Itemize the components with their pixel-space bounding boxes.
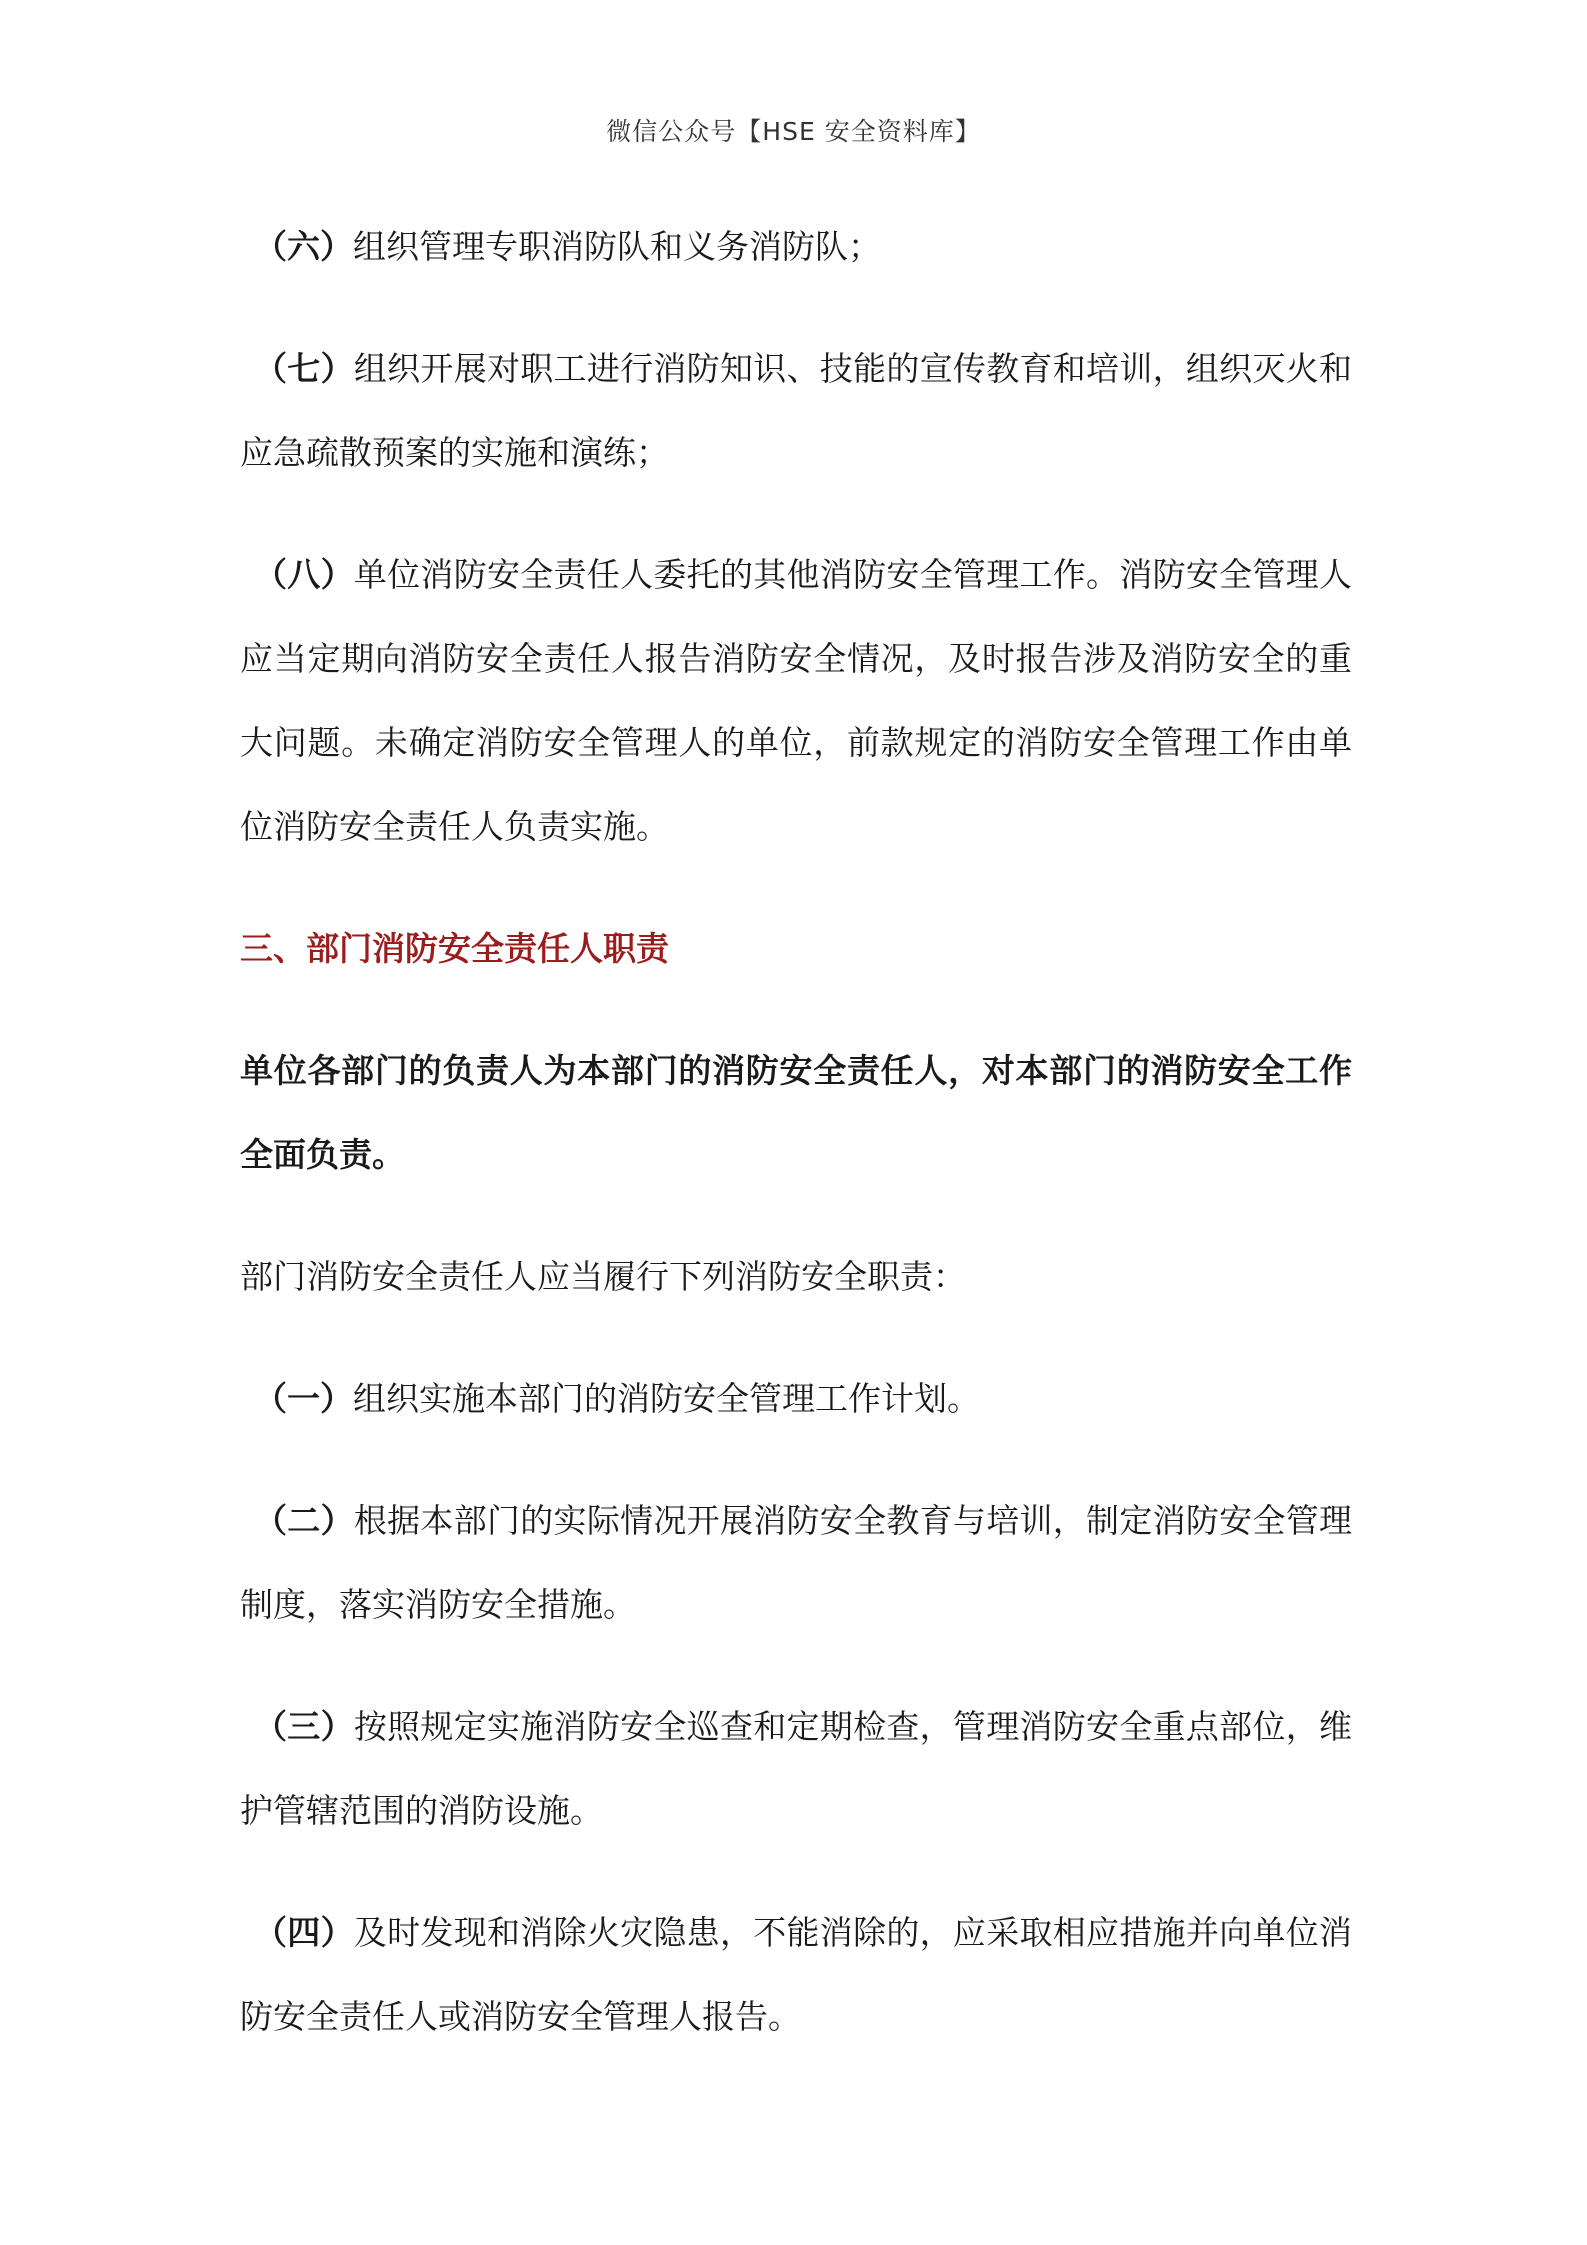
paragraph-text: 组织开展对职工进行消防知识、技能的宣传教育和培训，组织灭火和应急疏散预案的实施和演练；	[240, 349, 1352, 472]
item-number: （二）	[254, 1501, 354, 1540]
paragraph-8	[240, 533, 1352, 869]
page-header: 微信公众号【HSE 安全资料库】	[606, 117, 981, 146]
paragraph-text: 单位消防安全责任人委托的其他消防安全管理工作。消防安全管理人应当定期向消防安全责任人报告消防安全情况，及时报告涉及消防安全的重大问题。未确定消防安全管理人的单位，前款规定的消防安全管理工作由单位消防安全责任人负责实施。	[240, 555, 1352, 846]
item-text: 按照规定实施消防安全巡查和定期检查，管理消防安全重点部位，维护管辖范围的消防设施。	[240, 1707, 1352, 1830]
item-text: 根据本部门的实际情况开展消防安全教育与培训，制定消防安全管理制度，落实消防安全措施。	[240, 1501, 1352, 1624]
paragraph-7	[240, 327, 1352, 495]
item-number: （一）	[254, 1379, 353, 1418]
document-body	[240, 205, 1352, 2059]
paragraph-number: （八）	[254, 555, 354, 594]
paragraph-number: （六）	[254, 227, 353, 266]
section-heading: 三、部门消防安全责任人职责	[240, 929, 669, 968]
duty-item-2	[240, 1479, 1352, 1647]
paragraph-text: 组织管理专职消防队和义务消防队；	[353, 227, 881, 266]
paragraph-6	[240, 205, 1352, 289]
item-text: 组织实施本部门的消防安全管理工作计划。	[353, 1379, 980, 1418]
duty-item-4	[240, 1891, 1352, 2059]
section-intro-bold: 单位各部门的负责人为本部门的消防安全责任人，对本部门的消防安全工作全面负责。	[240, 1051, 1352, 1174]
item-text: 及时发现和消除火灾隐患，不能消除的，应采取相应措施并向单位消防安全责任人或消防安全管理人报告。	[240, 1913, 1352, 2036]
item-number: （三）	[254, 1707, 354, 1746]
duty-item-1	[240, 1357, 1352, 1441]
duty-item-3	[240, 1685, 1352, 1853]
section-lead: 部门消防安全责任人应当履行下列消防安全职责：	[240, 1257, 966, 1296]
item-number: （四）	[254, 1913, 354, 1952]
paragraph-number: （七）	[254, 349, 354, 388]
